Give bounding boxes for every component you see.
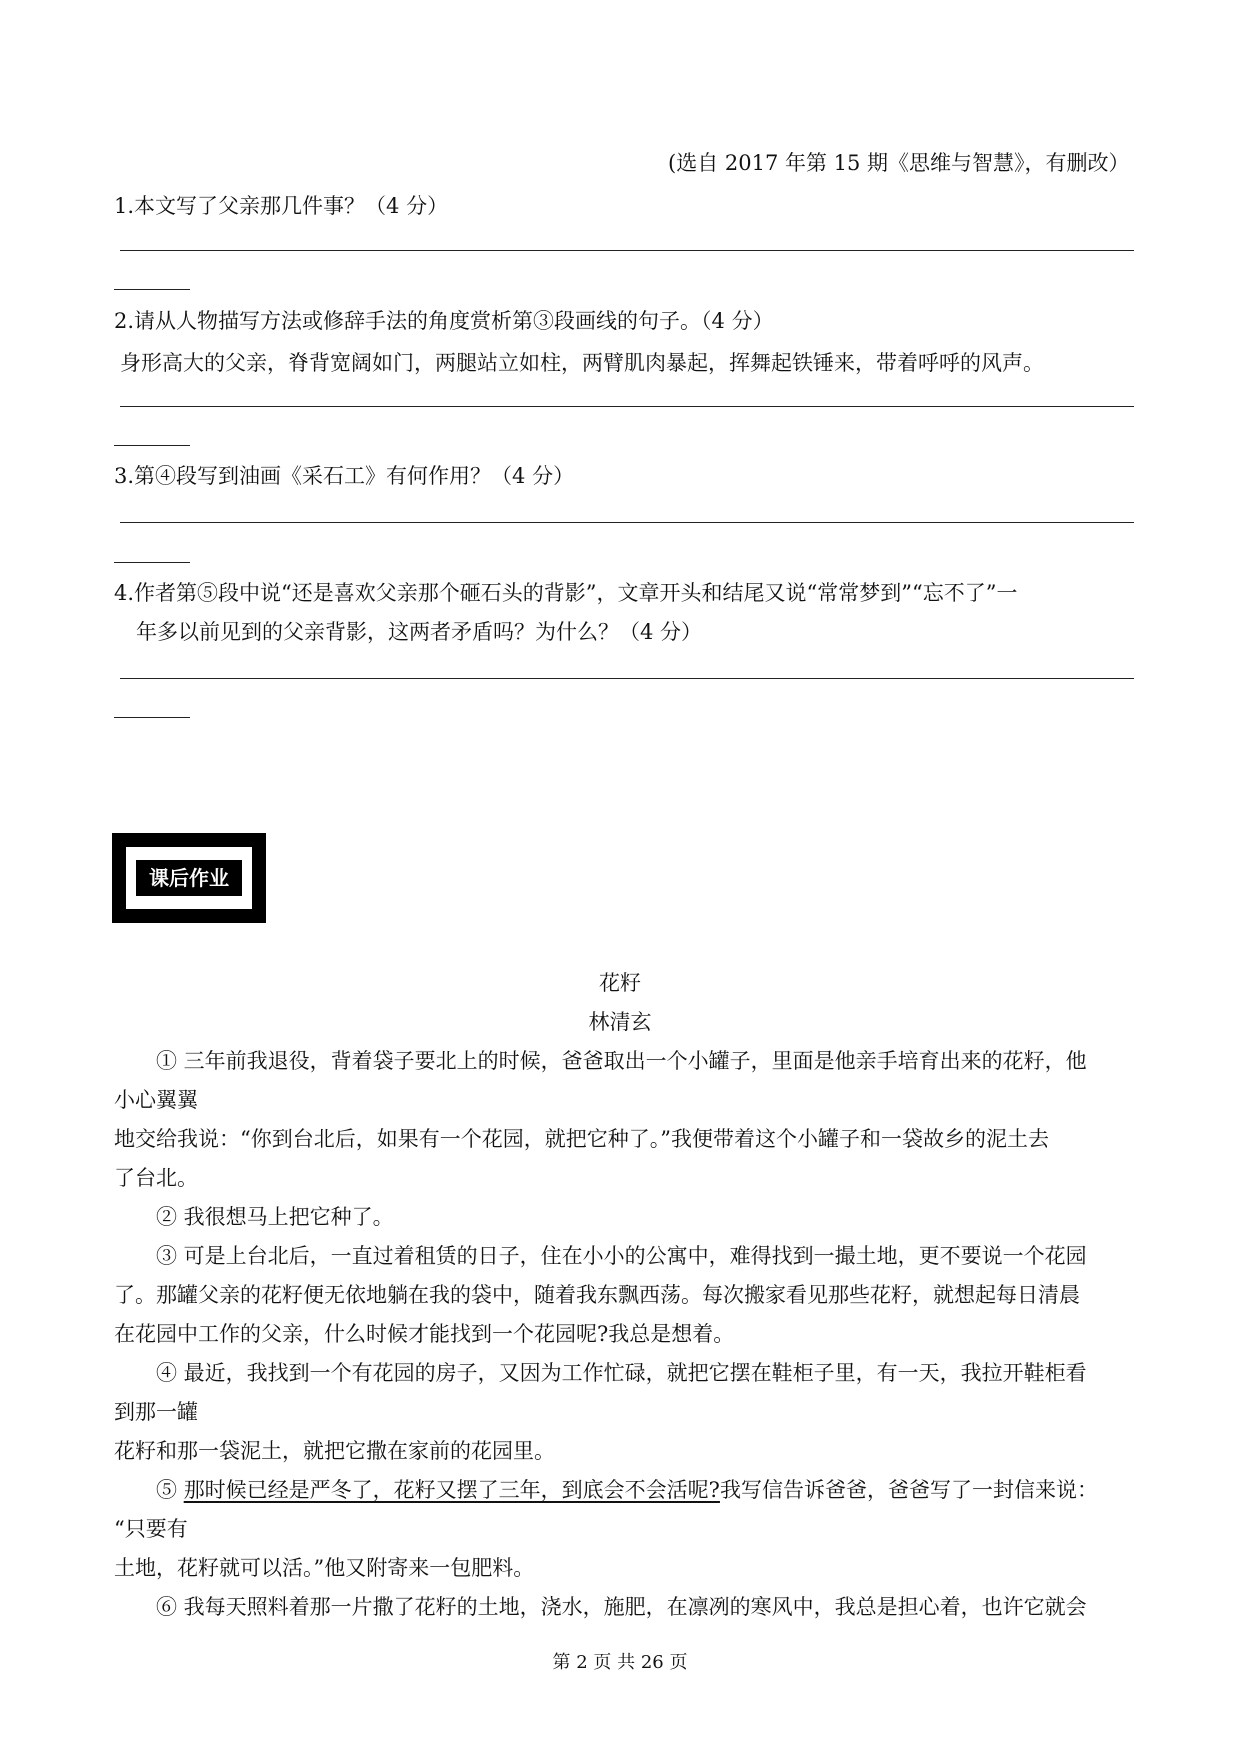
question-1: 1.本文写了父亲那几件事？（4 分） (114, 194, 449, 218)
page-footer: 第 2 页 共 26 页 (552, 1652, 688, 1673)
question-2-quote: 身形高大的父亲，脊背宽阔如门，两腿站立如柱，两臂肌肉暴起，挥舞起铁锤来，带着呼呼的风声。 (120, 351, 1044, 375)
answer-line-4a[interactable] (120, 678, 1134, 679)
paragraph-line: 了。那罐父亲的花籽便无依地躺在我的袋中，随着我东飘西荡。每次搬家看见那些花籽，就想起每日清晨 (114, 1283, 1080, 1307)
paragraph-line: ⑥ 我每天照料着那一片撒了花籽的土地，浇水，施肥，在凛冽的寒风中，我总是担心着，也许它就会 (156, 1595, 1087, 1619)
article-author: 林清玄 (588, 1010, 652, 1034)
question-2: 2.请从人物描写方法或修辞手法的角度赏析第③段画线的句子。（4 分） (114, 309, 774, 333)
paragraph-line: 花籽和那一袋泥土，就把它撒在家前的花园里。 (114, 1439, 555, 1463)
paragraph-line: 土地，花籽就可以活。”他又附寄来一包肥料。 (114, 1556, 535, 1580)
paragraph-line: 小心翼翼 (114, 1088, 198, 1112)
article-title: 花籽 (599, 971, 641, 995)
paragraph-marker: ⑤ (156, 1478, 184, 1502)
answer-line-1a[interactable] (120, 250, 1134, 251)
answer-line-3b[interactable] (114, 562, 190, 563)
paragraph-line: ④ 最近，我找到一个有花园的房子，又因为工作忙碌，就把它摆在鞋柜子里，有一天，我拉开鞋柜看 (156, 1361, 1087, 1385)
source-note: (选自 2017 年第 15 期《思维与智慧》，有删改） (668, 151, 1130, 175)
paragraph-line: 到那一罐 (114, 1400, 198, 1424)
badge-frame (126, 847, 252, 909)
answer-line-3a[interactable] (120, 522, 1134, 523)
answer-line-2a[interactable] (120, 406, 1134, 407)
question-4-line2: 年多以前见到的父亲背影，这两者矛盾吗？为什么？（4 分） (136, 620, 703, 644)
paragraph-line: “只要有 (114, 1517, 188, 1541)
paragraph-text: 我写信告诉爸爸，爸爸写了一封信来说： (719, 1478, 1098, 1502)
paragraph-line: 了台北。 (114, 1166, 198, 1190)
paragraph-line-underlined (156, 1475, 1098, 1505)
underlined-sentence: 那时候已经是严冬了，花籽又摆了三年，到底会不会活呢? (183, 1478, 720, 1502)
question-4-line1: 4.作者第⑤段中说“还是喜欢父亲那个砸石头的背影”，文章开头和结尾又说“常常梦到”“忘不了”一 (114, 581, 1018, 605)
answer-line-2b[interactable] (114, 445, 190, 446)
paragraph-line: ① 三年前我退役，背着袋子要北上的时候，爸爸取出一个小罐子，里面是他亲手培育出来的花籽，他 (156, 1049, 1087, 1073)
question-3: 3.第④段写到油画《采石工》有何作用？（4 分） (114, 464, 575, 488)
paragraph-line: ③ 可是上台北后，一直过着租赁的日子，住在小小的公寓中，难得找到一撮土地，更不要说一个花园 (156, 1244, 1087, 1268)
paragraph-line: ② 我很想马上把它种了。 (156, 1205, 394, 1229)
paragraph-line: 地交给我说：“你到台北后，如果有一个花园，就把它种了。”我便带着这个小罐子和一袋故乡的泥土去 (114, 1127, 1049, 1151)
badge-label: 课后作业 (136, 860, 242, 896)
answer-line-1b[interactable] (114, 289, 190, 290)
answer-line-4b[interactable] (114, 717, 190, 718)
paragraph-line: 在花园中工作的父亲，什么时候才能找到一个花园呢?我总是想着。 (114, 1322, 735, 1346)
homework-section-badge (112, 833, 266, 923)
